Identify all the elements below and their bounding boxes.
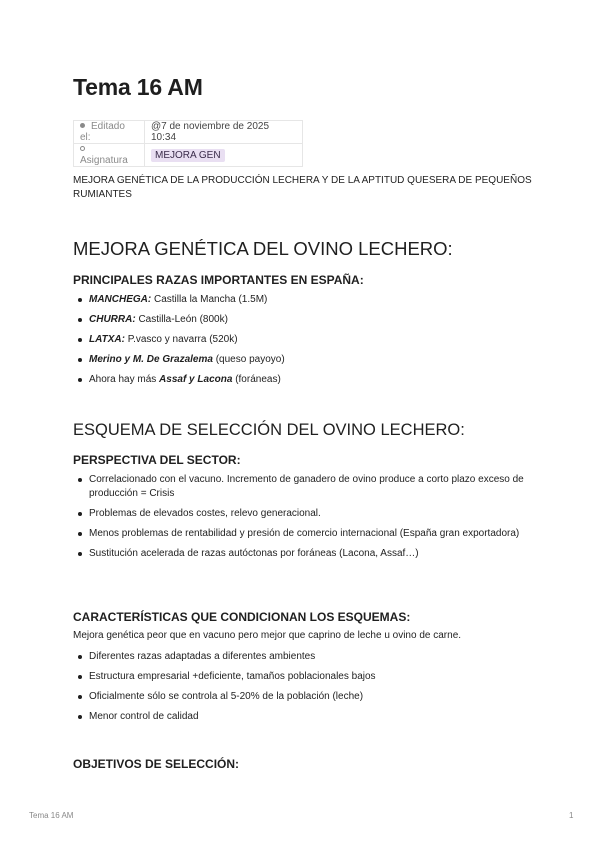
list-item: Problemas de elevados costes, relevo generacional. xyxy=(73,507,533,521)
list-item: Menos problemas de rentabilidad y presión de comercio internacional (España gran exportadora) xyxy=(73,527,533,541)
breeds-list xyxy=(73,293,533,393)
list-item: CHURRA: Castilla-León (800k) xyxy=(73,313,533,327)
property-label: Asignatura xyxy=(74,144,145,167)
subsection-heading: PRINCIPALES RAZAS IMPORTANTES EN ESPAÑA: xyxy=(73,273,364,287)
list-item: LATXA: P.vasco y navarra (520k) xyxy=(73,333,533,347)
list-item: Estructura empresarial +deficiente, tamaños poblacionales bajos xyxy=(73,670,533,684)
list-item: MANCHEGA: Castilla la Mancha (1.5M) xyxy=(73,293,533,307)
subsection-heading: OBJETIVOS DE SELECCIÓN: xyxy=(73,757,240,771)
subject-tag[interactable]: MEJORA GEN xyxy=(151,149,225,162)
property-value[interactable]: @7 de noviembre de 2025 10:34 xyxy=(145,121,303,144)
select-icon xyxy=(80,146,85,151)
clock-icon xyxy=(80,123,85,128)
footer-page-number: 1 xyxy=(569,811,574,820)
list-item: Merino y M. De Grazalema (queso payoyo) xyxy=(73,353,533,367)
list-item: Menor control de calidad xyxy=(73,710,533,724)
section-heading: MEJORA GENÉTICA DEL OVINO LECHERO: xyxy=(73,238,453,259)
properties-table xyxy=(73,120,303,167)
page-title: Tema 16 AM xyxy=(73,74,203,100)
property-row-edited xyxy=(74,121,303,144)
footer-title: Tema 16 AM xyxy=(29,811,74,820)
list-item: Sustitución acelerada de razas autóctonas por foráneas (Lacona, Assaf…) xyxy=(73,547,533,561)
list-item: Diferentes razas adaptadas a diferentes ambientes xyxy=(73,650,533,664)
list-item: Correlacionado con el vacuno. Incremento de ganadero de ovino produce a corto plazo exceso de producción = Crisis xyxy=(73,473,533,501)
subsection-heading: CARACTERÍSTICAS QUE CONDICIONAN LOS ESQUEMAS: xyxy=(73,610,411,624)
property-value[interactable] xyxy=(145,144,303,167)
characteristics-list xyxy=(73,650,533,730)
section-heading: ESQUEMA DE SELECCIÓN DEL OVINO LECHERO: xyxy=(73,421,465,439)
subsection-heading: PERSPECTIVA DEL SECTOR: xyxy=(73,453,241,467)
list-item: Oficialmente sólo se controla al 5-20% de la población (leche) xyxy=(73,690,533,704)
property-label: Editado el: xyxy=(74,121,145,144)
sector-list xyxy=(73,473,533,567)
property-row-subject xyxy=(74,144,303,167)
paragraph: Mejora genética peor que en vacuno pero mejor que caprino de leche u ovino de carne. xyxy=(73,630,462,641)
list-item: Ahora hay más Assaf y Lacona (foráneas) xyxy=(73,373,533,387)
document-subtitle: MEJORA GENÉTICA DE LA PRODUCCIÓN LECHERA Y DE LA APTITUD QUESERA DE PEQUEÑOS RUMIANTES xyxy=(73,175,532,200)
